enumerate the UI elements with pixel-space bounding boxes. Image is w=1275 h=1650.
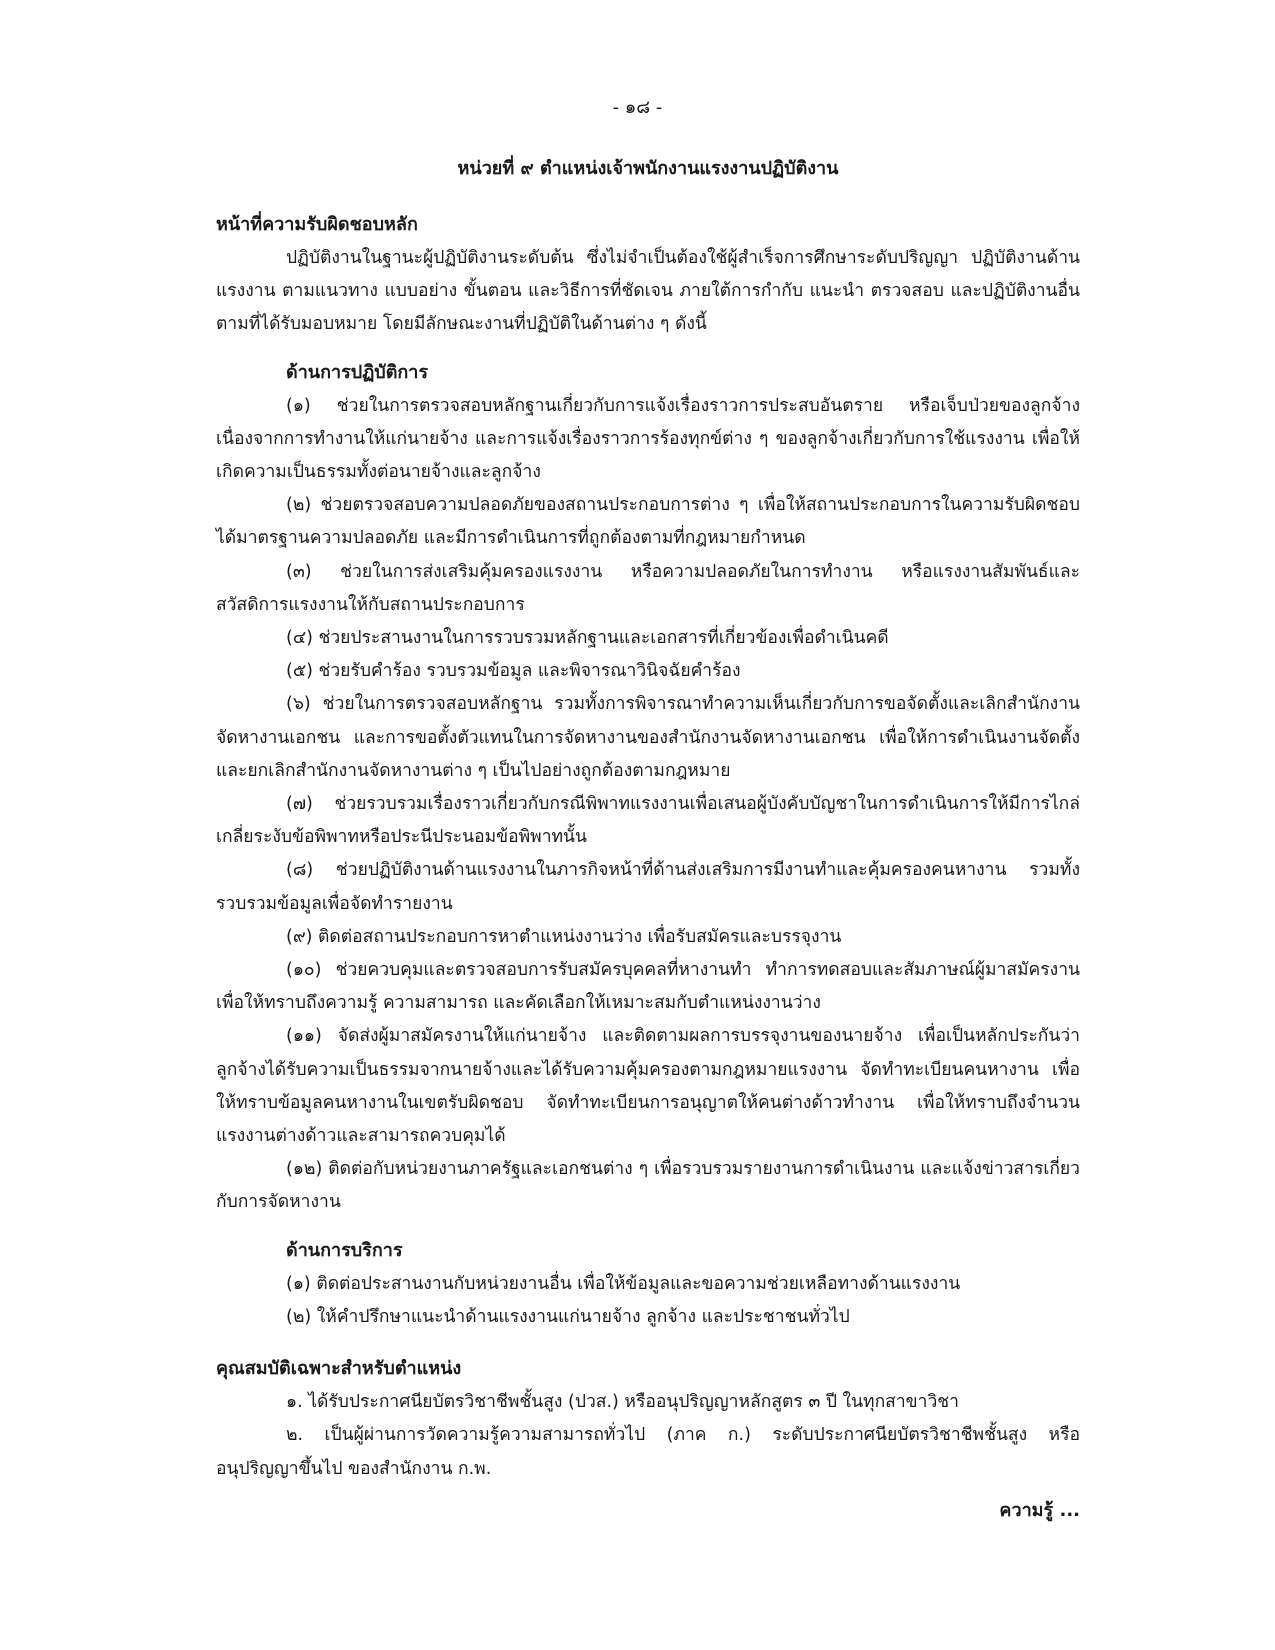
operations-item: (๗) ช่วยรวบรวมเรื่องราวเกี่ยวกับกรณีพิพาทแรงงานเพื่อเสนอผู้บังคับบัญชาในการดำเนินการให้มีการไกล่เกลี่ยระงับข้อพิพาทหรือประนีประนอมข้อพิพาทนั้น: [216, 794, 1080, 848]
qualification-item: ๒. เป็นผู้ผ่านการวัดความรู้ความสามารถทั่วไป (ภาค ก.) ระดับประกาศนียบัตรวิชาชีพชั้นสูง หรืออนุปริญญาขึ้นไป ของสำนักงาน ก.พ.: [216, 1425, 1080, 1479]
operations-item: (๑๒) ติดต่อกับหน่วยงานภาครัฐและเอกชนต่าง ๆ เพื่อรวบรวมรายงานการดำเนินงาน และแจ้งข่าวสารเกี่ยวกับการจัดหางาน: [216, 1159, 1080, 1213]
operations-item: (๔) ช่วยประสานงานในการรวบรวมหลักฐานและเอกสารที่เกี่ยวข้องเพื่อดำเนินคดี: [286, 628, 889, 649]
services-item: (๒) ให้คำปรึกษาแนะนำด้านแรงงานแก่นายจ้าง ลูกจ้าง และประชาชนทั่วไป: [286, 1306, 850, 1327]
unit-title: หน่วยที่ ๙ ตำแหน่งเจ้าพนักงานแรงงานปฏิบัติงาน: [457, 158, 839, 179]
duties-intro: ปฏิบัติงานในฐานะผู้ปฏิบัติงานระดับต้น ซึ่งไม่จำเป็นต้องใช้ผู้สำเร็จการศึกษาระดับปริญญา ปฏิบัติงานด้านแรงงาน ตามแนวทาง แบบอย่าง ขั้นตอน และวิธีการที่ชัดเจน ภายใต้การกำกับ แนะนำ ตรวจสอบ และปฏิบัติงานอื่นตามที่ได้รับมอบหมาย โดยมีลักษณะงานที่ปฏิบัติในด้านต่าง ๆ ดังนี้: [216, 248, 1080, 335]
services-item: (๑) ติดต่อประสานงานกับหน่วยงานอื่น เพื่อให้ข้อมูลและขอความช่วยเหลือทางด้านแรงงาน: [286, 1273, 961, 1294]
qualifications-heading: คุณสมบัติเฉพาะสำหรับตำแหน่ง: [216, 1358, 462, 1380]
services-heading: ด้านการบริการ: [286, 1239, 403, 1261]
operations-item: (๒) ช่วยตรวจสอบความปลอดภัยของสถานประกอบการต่าง ๆ เพื่อให้สถานประกอบการในความรับผิดชอบได้มาตรฐานความปลอดภัย และมีการดำเนินการที่ถูกต้องตามที่กฎหมายกำหนด: [216, 495, 1080, 549]
continuation-marker: ความรู้ ...: [999, 1500, 1080, 1521]
operations-item: (๘) ช่วยปฏิบัติงานด้านแรงงานในภารกิจหน้าที่ด้านส่งเสริมการมีงานทำและคุ้มครองคนหางาน รวมทั้งรวบรวมข้อมูลเพื่อจัดทำรายงาน: [216, 860, 1080, 914]
duties-heading: หน้าที่ความรับผิดชอบหลัก: [216, 214, 418, 235]
operations-item: (๑) ช่วยในการตรวจสอบหลักฐานเกี่ยวกับการแจ้งเรื่องราวการประสบอันตราย หรือเจ็บป่วยของลูกจ้างเนื่องจากการทำงานให้แก่นายจ้าง และการแจ้งเรื่องราวการร้องทุกข์ต่าง ๆ ของลูกจ้างเกี่ยวกับการใช้แรงงาน เพื่อให้เกิดความเป็นธรรมทั้งต่อนายจ้างและลูกจ้าง: [216, 395, 1080, 483]
operations-item: (๖) ช่วยในการตรวจสอบหลักฐาน รวมทั้งการพิจารณาทำความเห็นเกี่ยวกับการขอจัดตั้งและเลิกสำนักงานจัดหางานเอกชน และการขอตั้งตัวแทนในการจัดหางานของสำนักงานจัดหางานเอกชน เพื่อให้การดำเนินงานจัดตั้งและยกเลิกสำนักงานจัดหางานต่าง ๆ เป็นไปอย่างถูกต้องตามกฎหมาย: [216, 694, 1080, 781]
operations-item: (๙) ติดต่อสถานประกอบการหาตำแหน่งงานว่าง เพื่อรับสมัครและบรรจุงาน: [286, 926, 842, 947]
page-number: - ๑๘ -: [612, 97, 663, 118]
operations-item: (๓) ช่วยในการส่งเสริมคุ้มครองแรงงาน หรือความปลอดภัยในการทำงาน หรือแรงงานสัมพันธ์และสวัสดิการแรงงานให้กับสถานประกอบการ: [216, 561, 1080, 615]
operations-item: (๑๐) ช่วยควบคุมและตรวจสอบการรับสมัครบุคคลที่หางานทำ ทำการทดสอบและสัมภาษณ์ผู้มาสมัครงานเพื่อให้ทราบถึงความรู้ ความสามารถ และคัดเลือกให้เหมาะสมกับตำแหน่งงานว่าง: [216, 960, 1080, 1014]
operations-item: (๕) ช่วยรับคำร้อง รวบรวมข้อมูล และพิจารณาวินิจฉัยคำร้อง: [286, 661, 741, 682]
page-content: [216, 152, 1080, 1486]
operations-heading: ด้านการปฏิบัติการ: [286, 361, 429, 383]
qualification-item: ๑. ได้รับประกาศนียบัตรวิชาชีพชั้นสูง (ปวส.) หรืออนุปริญญาหลักสูตร ๓ ปี ในทุกสาขาวิชา: [286, 1392, 960, 1413]
operations-item: (๑๑) จัดส่งผู้มาสมัครงานให้แก่นายจ้าง และติดตามผลการบรรจุงานของนายจ้าง เพื่อเป็นหลักประกันว่าลูกจ้างได้รับความเป็นธรรมจากนายจ้างและได้รับความคุ้มครองตามกฎหมายแรงงาน จัดทำทะเบียนคนหางาน เพื่อให้ทราบข้อมูลคนหางานในเขตรับผิดชอบ จัดทำทะเบียนการอนุญาตให้คนต่างด้าวทำงาน เพื่อให้ทราบถึงจำนวนแรงงานต่างด้าวและสามารถควบคุมได้: [216, 1026, 1080, 1147]
